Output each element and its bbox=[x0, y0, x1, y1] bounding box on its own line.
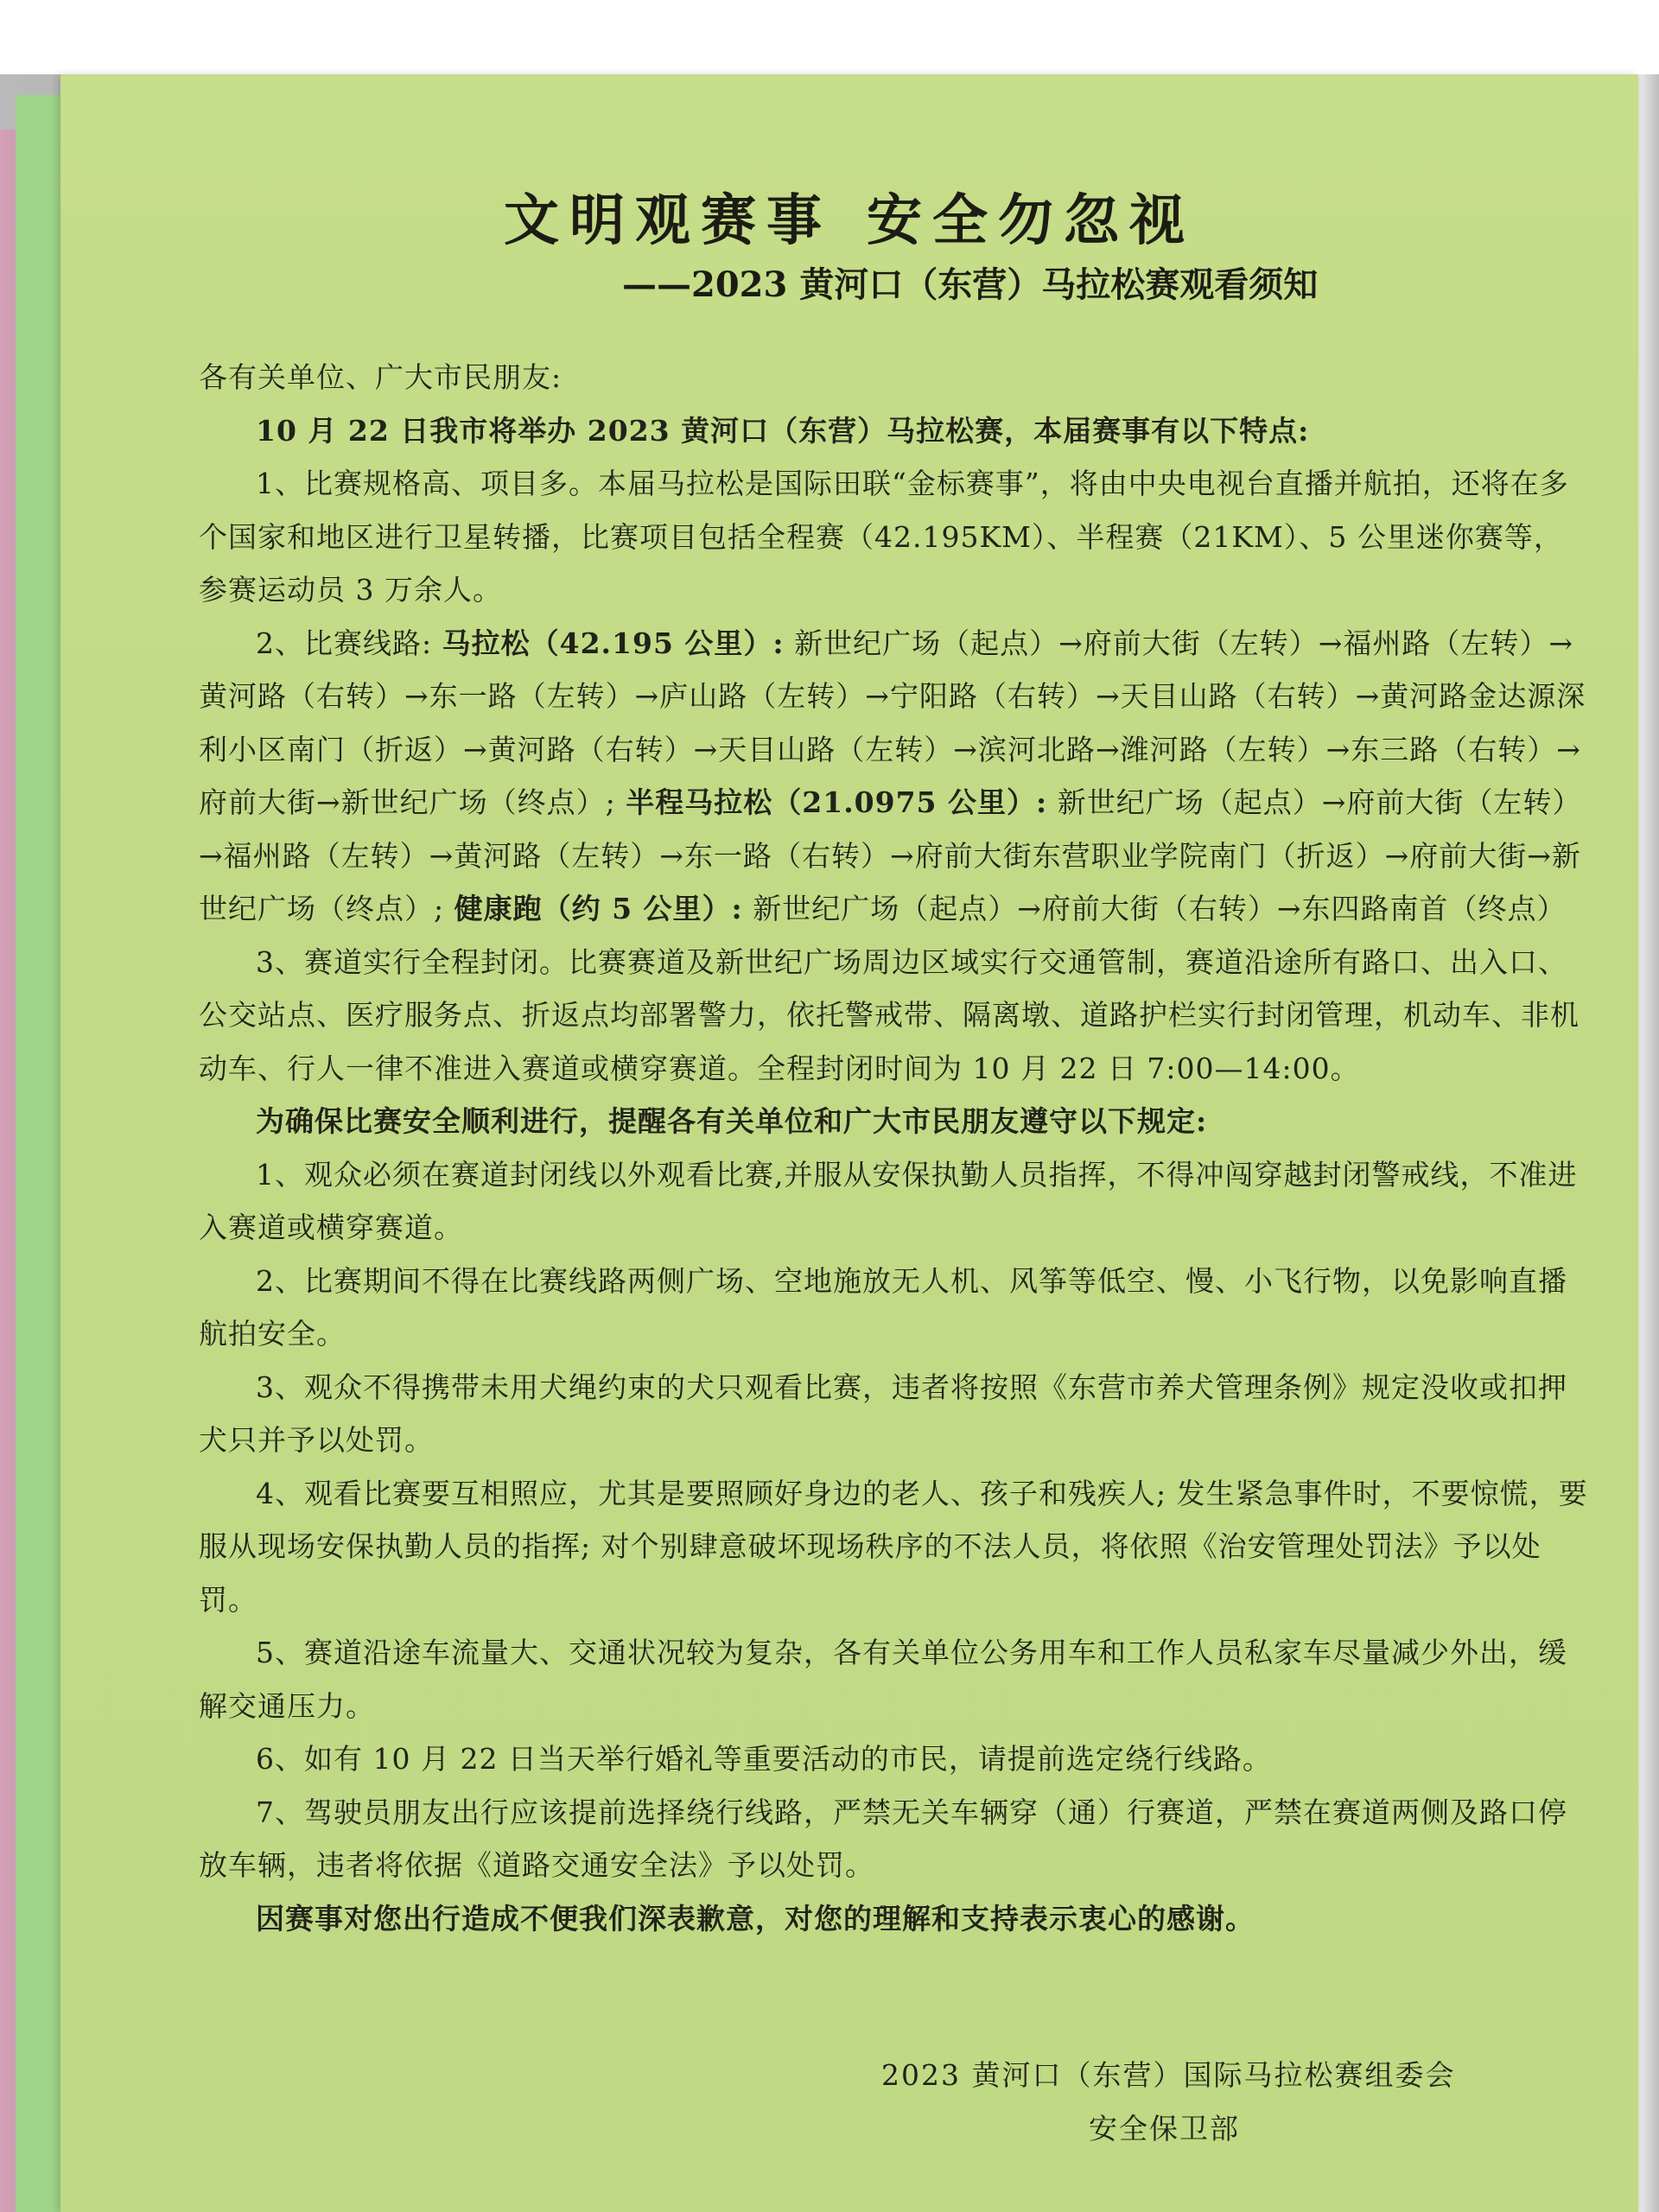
rule-5: 5、赛道沿途车流量大、交通状况较为复杂，各有关单位公务用车和工作人员私家车尽量减少外出，缓解交通压力。 bbox=[199, 1636, 1567, 1723]
signature-department: 安全保卫部 bbox=[1089, 2112, 1240, 2145]
route-paragraph bbox=[199, 617, 1590, 936]
rule-6: 6、如有 10 月 22 日当天举行婚礼等重要活动的市民，请提前选定绕行线路。 bbox=[256, 1742, 1272, 1776]
notice-title bbox=[60, 176, 1638, 256]
feature-1-paragraph: 1、比赛规格高、项目多。本届马拉松是国际田联“金标赛事”，将由中央电视台直播并航拍，还将在多个国家和地区进行卫星转播，比赛项目包括全程赛（42.195KM）、半程赛（21KM）、5 公里迷你赛等，参赛运动员 3 万余人。 bbox=[199, 467, 1569, 607]
route-half-label: 半程马拉松（21.0975 公里）: bbox=[626, 785, 1048, 819]
rule-3: 3、观众不得携带未用犬绳约束的犬只观看比赛，违者将按照《东营市养犬管理条例》规定没收或扣押犬只并予以处罚。 bbox=[199, 1370, 1567, 1457]
intro-paragraph: 10 月 22 日我市将举办 2023 黄河口（东营）马拉松赛，本届赛事有以下特点: bbox=[256, 413, 1310, 448]
title-part-1: 文明观赛事 bbox=[504, 188, 832, 253]
title-part-2: 安全勿忽视 bbox=[867, 188, 1195, 253]
route-full-label: 马拉松（42.195 公里）: bbox=[442, 626, 785, 660]
apology-paragraph: 因赛事对您出行造成不便我们深表歉意，对您的理解和支持表示衷心的感谢。 bbox=[256, 1901, 1255, 1936]
rule-4: 4、观看比赛要互相照应，尤其是要照顾好身边的老人、孩子和残疾人; 发生紧急事件时，不要惊慌，要服从现场安保执勤人员的指挥; 对个别肆意破坏现场秩序的不法人员，将依照《治安管理处罚法》予以处罚。 bbox=[199, 1476, 1588, 1617]
notice-subtitle: ——2023 黄河口（东营）马拉松赛观看须知 bbox=[622, 264, 1319, 305]
signature-organization: 2023 黄河口（东营）国际马拉松赛组委会 bbox=[881, 2058, 1456, 2092]
feature-3-paragraph: 3、赛道实行全程封闭。比赛赛道及新世纪广场周边区域实行交通管制，赛道沿途所有路口、出入口、公交站点、医疗服务点、折返点均部署警力，依托警戒带、隔离墩、道路护栏实行封闭管理，机动车、非机动车、行人一律不准进入赛道或横穿赛道。全程封闭时间为 10 月 22 日 7:00—14:00。 bbox=[199, 944, 1580, 1085]
route-health: 新世纪广场（起点）→府前大街（右转）→东四路南首（终点） bbox=[742, 892, 1567, 925]
rule-1: 1、观众必须在赛道封闭线以外观看比赛,并服从安保执勤人员指挥，不得冲闯穿越封闭警戒线，不准进入赛道或横穿赛道。 bbox=[199, 1157, 1578, 1244]
route-health-label: 健康跑（约 5 公里）: bbox=[454, 892, 743, 925]
salutation: 各有关单位、广大市民朋友: bbox=[199, 360, 563, 394]
rule-2: 2、比赛期间不得在比赛线路两侧广场、空地施放无人机、风筝等低空、慢、小飞行物，以免影响直播航拍安全。 bbox=[199, 1263, 1567, 1351]
rule-7: 7、驾驶员朋友出行应该提前选择绕行线路，严禁无关车辆穿（通）行赛道，严禁在赛道两侧及路口停放车辆，违者将依据《道路交通安全法》予以处罚。 bbox=[199, 1795, 1567, 1882]
reminder-paragraph: 为确保比赛安全顺利进行，提醒各有关单位和广大市民朋友遵守以下规定: bbox=[256, 1104, 1208, 1138]
route-full: 新世纪广场（起点）→府前大街（左转）→福州路（左转）→黄河路（右转）→东一路（左转）→庐山路（左转）→宁阳路（右转）→天目山路（右转）→黄河路金达源深利小区南门（折返）→黄河路（右转）→天目山路（左转）→滨河北路→潍河路（左转）→东三路（右转）→府前大街→新世纪广场（终点）; bbox=[199, 626, 1586, 819]
route-lead: 2、比赛线路: bbox=[256, 626, 442, 660]
notice-body bbox=[199, 351, 1590, 1945]
notice-sheet bbox=[60, 74, 1638, 2212]
route-half: 新世纪广场（起点）→府前大街（左转）→福州路（左转）→黄河路（左转）→东一路（右转）→府前大街东营职业学院南门（折返）→府前大街→新世纪广场（终点）; bbox=[199, 785, 1582, 925]
